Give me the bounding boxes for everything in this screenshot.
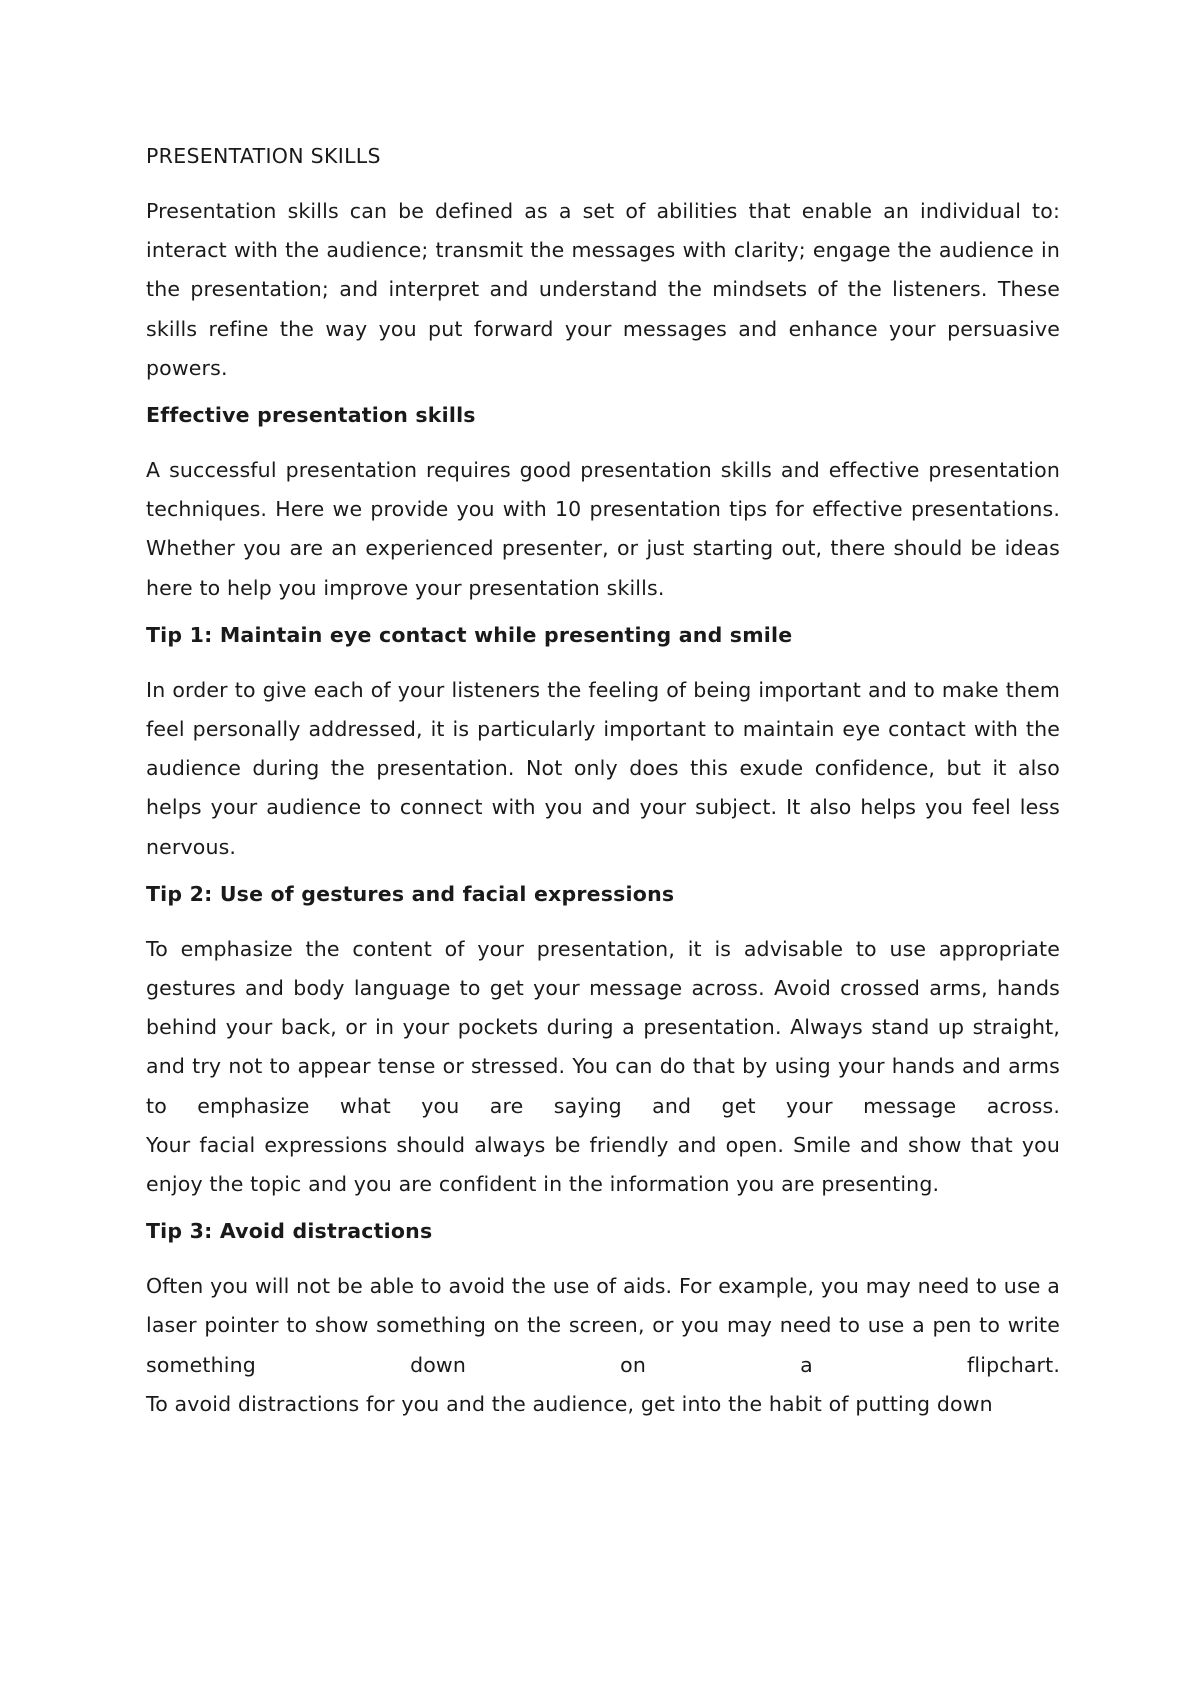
section-heading-tip-2: Tip 2: Use of gestures and facial expressions bbox=[146, 881, 675, 906]
section-body-tip-1: In order to give each of your listeners the feeling of being important and to make them feel personally addressed, it is particularly important to maintain eye contact with the audience during the presentation. Not only does this exude confidence, but it also helps your audience to connect with you and your subject. It also helps you feel less nervous. bbox=[146, 677, 1060, 859]
section-body-effective-skills: A successful presentation requires good presentation skills and effective presentation techniques. Here we provide you with 10 presentation tips for effective presentations. Whether you are an experienced presenter, or just starting out, there should be ideas here to help you improve your presentation skills. bbox=[146, 458, 1060, 600]
tip-3-body-part-2: To avoid distractions for you and the audience, get into the habit of putting down bbox=[146, 1391, 993, 1416]
document-page bbox=[146, 143, 1060, 1424]
section-heading-tip-1: Tip 1: Maintain eye contact while presenting and smile bbox=[146, 622, 793, 647]
tip-2-body-part-1: To emphasize the content of your presentation, it is advisable to use appropriate gestures and body language to get your message across. Avoid crossed arms, hands behind your back, or in your pockets during a presentation. Always stand up straight, and try not to appear tense or stressed. You can do that by using your hands and arms to emphasize what you are saying and get your message across. bbox=[146, 936, 1060, 1118]
section-body-tip-2 bbox=[146, 930, 1060, 1204]
section-body-tip-3 bbox=[146, 1267, 1060, 1424]
tip-2-body-part-2: Your facial expressions should always be friendly and open. Smile and show that you enjoy the topic and you are confident in the information you are presenting. bbox=[146, 1132, 1060, 1197]
document-title: PRESENTATION SKILLS bbox=[146, 144, 381, 168]
tip-3-body-part-1: Often you will not be able to avoid the use of aids. For example, you may need to use a laser pointer to show something on the screen, or you may need to use a pen to write something down on a flipchart. bbox=[146, 1274, 1060, 1377]
section-heading-tip-3: Tip 3: Avoid distractions bbox=[146, 1219, 433, 1244]
intro-paragraph: Presentation skills can be defined as a set of abilities that enable an individual to: interact with the audience; transmit the messages with clarity; engage the audience in the presentation; and interpret and understand the mindsets of the listeners. These skills refine the way you put forward your messages and enhance your persuasive powers. bbox=[146, 199, 1060, 380]
section-heading-effective-skills: Effective presentation skills bbox=[146, 403, 476, 428]
